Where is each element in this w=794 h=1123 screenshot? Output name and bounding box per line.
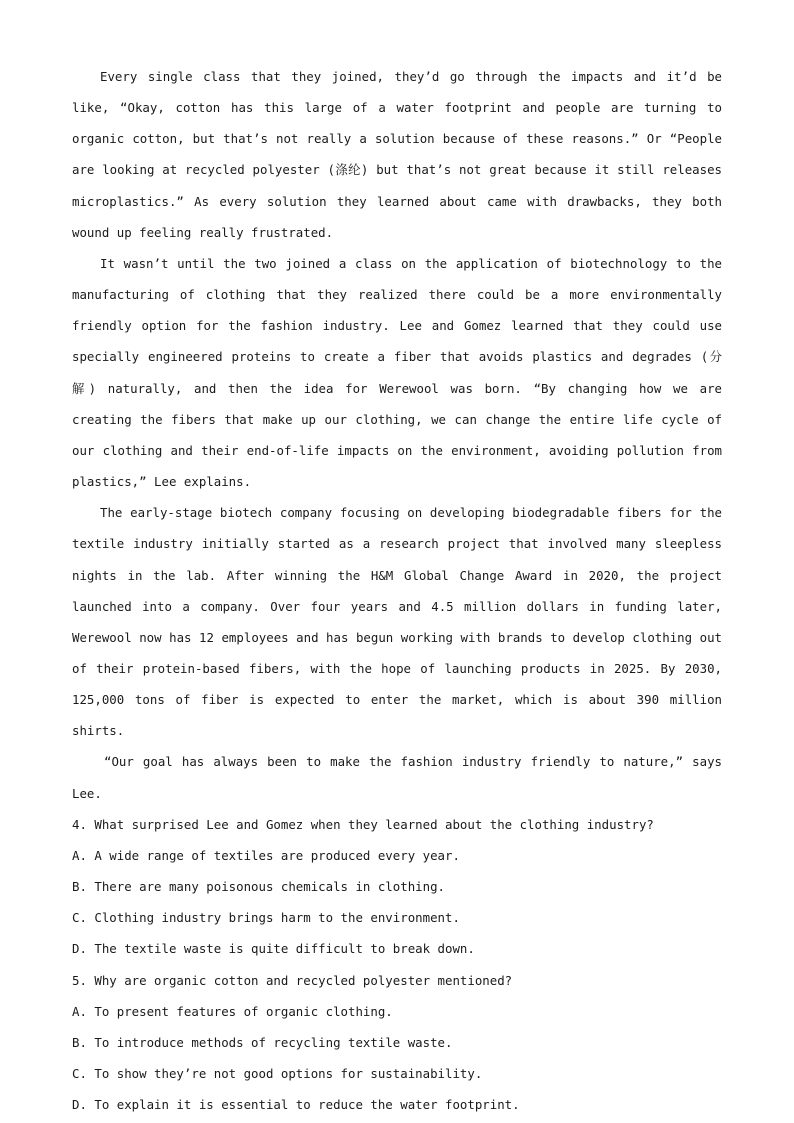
question-stem: 4. What surprised Lee and Gomez when they learned about the clothing industry? (72, 816, 654, 832)
question-stem: 5. Why are organic cotton and recycled polyester mentioned? (72, 972, 513, 988)
passage-paragraph-4: “Our goal has always been to make the fashion industry friendly to nature,” says Lee. (72, 754, 722, 801)
question-4 (72, 809, 722, 965)
passage-paragraph-2: It wasn’t until the two joined a class on the application of biotechnology to the manufacturing of clothing that they realized there could be a more environmentally friendly option for the fashion industry. Lee and Gomez learned that they could use specially engineered proteins to create a fiber that avoids plastics and degrades (分解) naturally, and then the idea for Werewool was born. “By changing how we are creating the fibers that make up our clothing, we can change the entire life cycle of our clothing and their end-of-life impacts on the environment, avoiding pollution from plastics,” Lee explains. (72, 255, 722, 490)
passage-paragraph-3: The early-stage biotech company focusing on developing biodegradable fibers for the textile industry initially started as a research project that involved many sleepless nights in the lab. After winning the H&M Global Change Award in 2020, the project launched into a company. Over four years and 4.5 million dollars in funding later, Werewool now has 12 employees and has begun working with brands to develop clothing out of their protein-based fibers, with the hope of launching products in 2025. By 2030, 125,000 tons of fiber is expected to enter the market, which is about 390 million shirts. (72, 505, 722, 739)
question-option-a: A. A wide range of textiles are produced every year. (72, 847, 460, 863)
question-option-b: B. To introduce methods of recycling textile waste. (72, 1034, 453, 1050)
question-option-c: C. Clothing industry brings harm to the environment. (72, 910, 460, 926)
question-option-d: D. To explain it is essential to reduce the water footprint. (72, 1097, 520, 1113)
question-option-d: D. The textile waste is quite difficult to break down. (72, 941, 475, 957)
question-option-c: C. To show they’re not good options for sustainability. (72, 1066, 483, 1081)
document-page (72, 61, 722, 1120)
passage-paragraph-1: Every single class that they joined, they’d go through the impacts and it’d be like, “Okay, cotton has this large of a water footprint and people are turning to organic cotton, but that’s not really a solution because of these reasons.” Or “People are looking at recycled polyester (涤纶) but that’s not great because it still releases microplastics.” As every solution they learned about came with drawbacks, they both wound up feeling really frustrated. (72, 69, 722, 240)
question-option-a: A. To present features of organic clothing. (72, 1003, 393, 1019)
question-5 (72, 965, 722, 1121)
question-option-b: B. There are many poisonous chemicals in clothing. (72, 879, 445, 895)
